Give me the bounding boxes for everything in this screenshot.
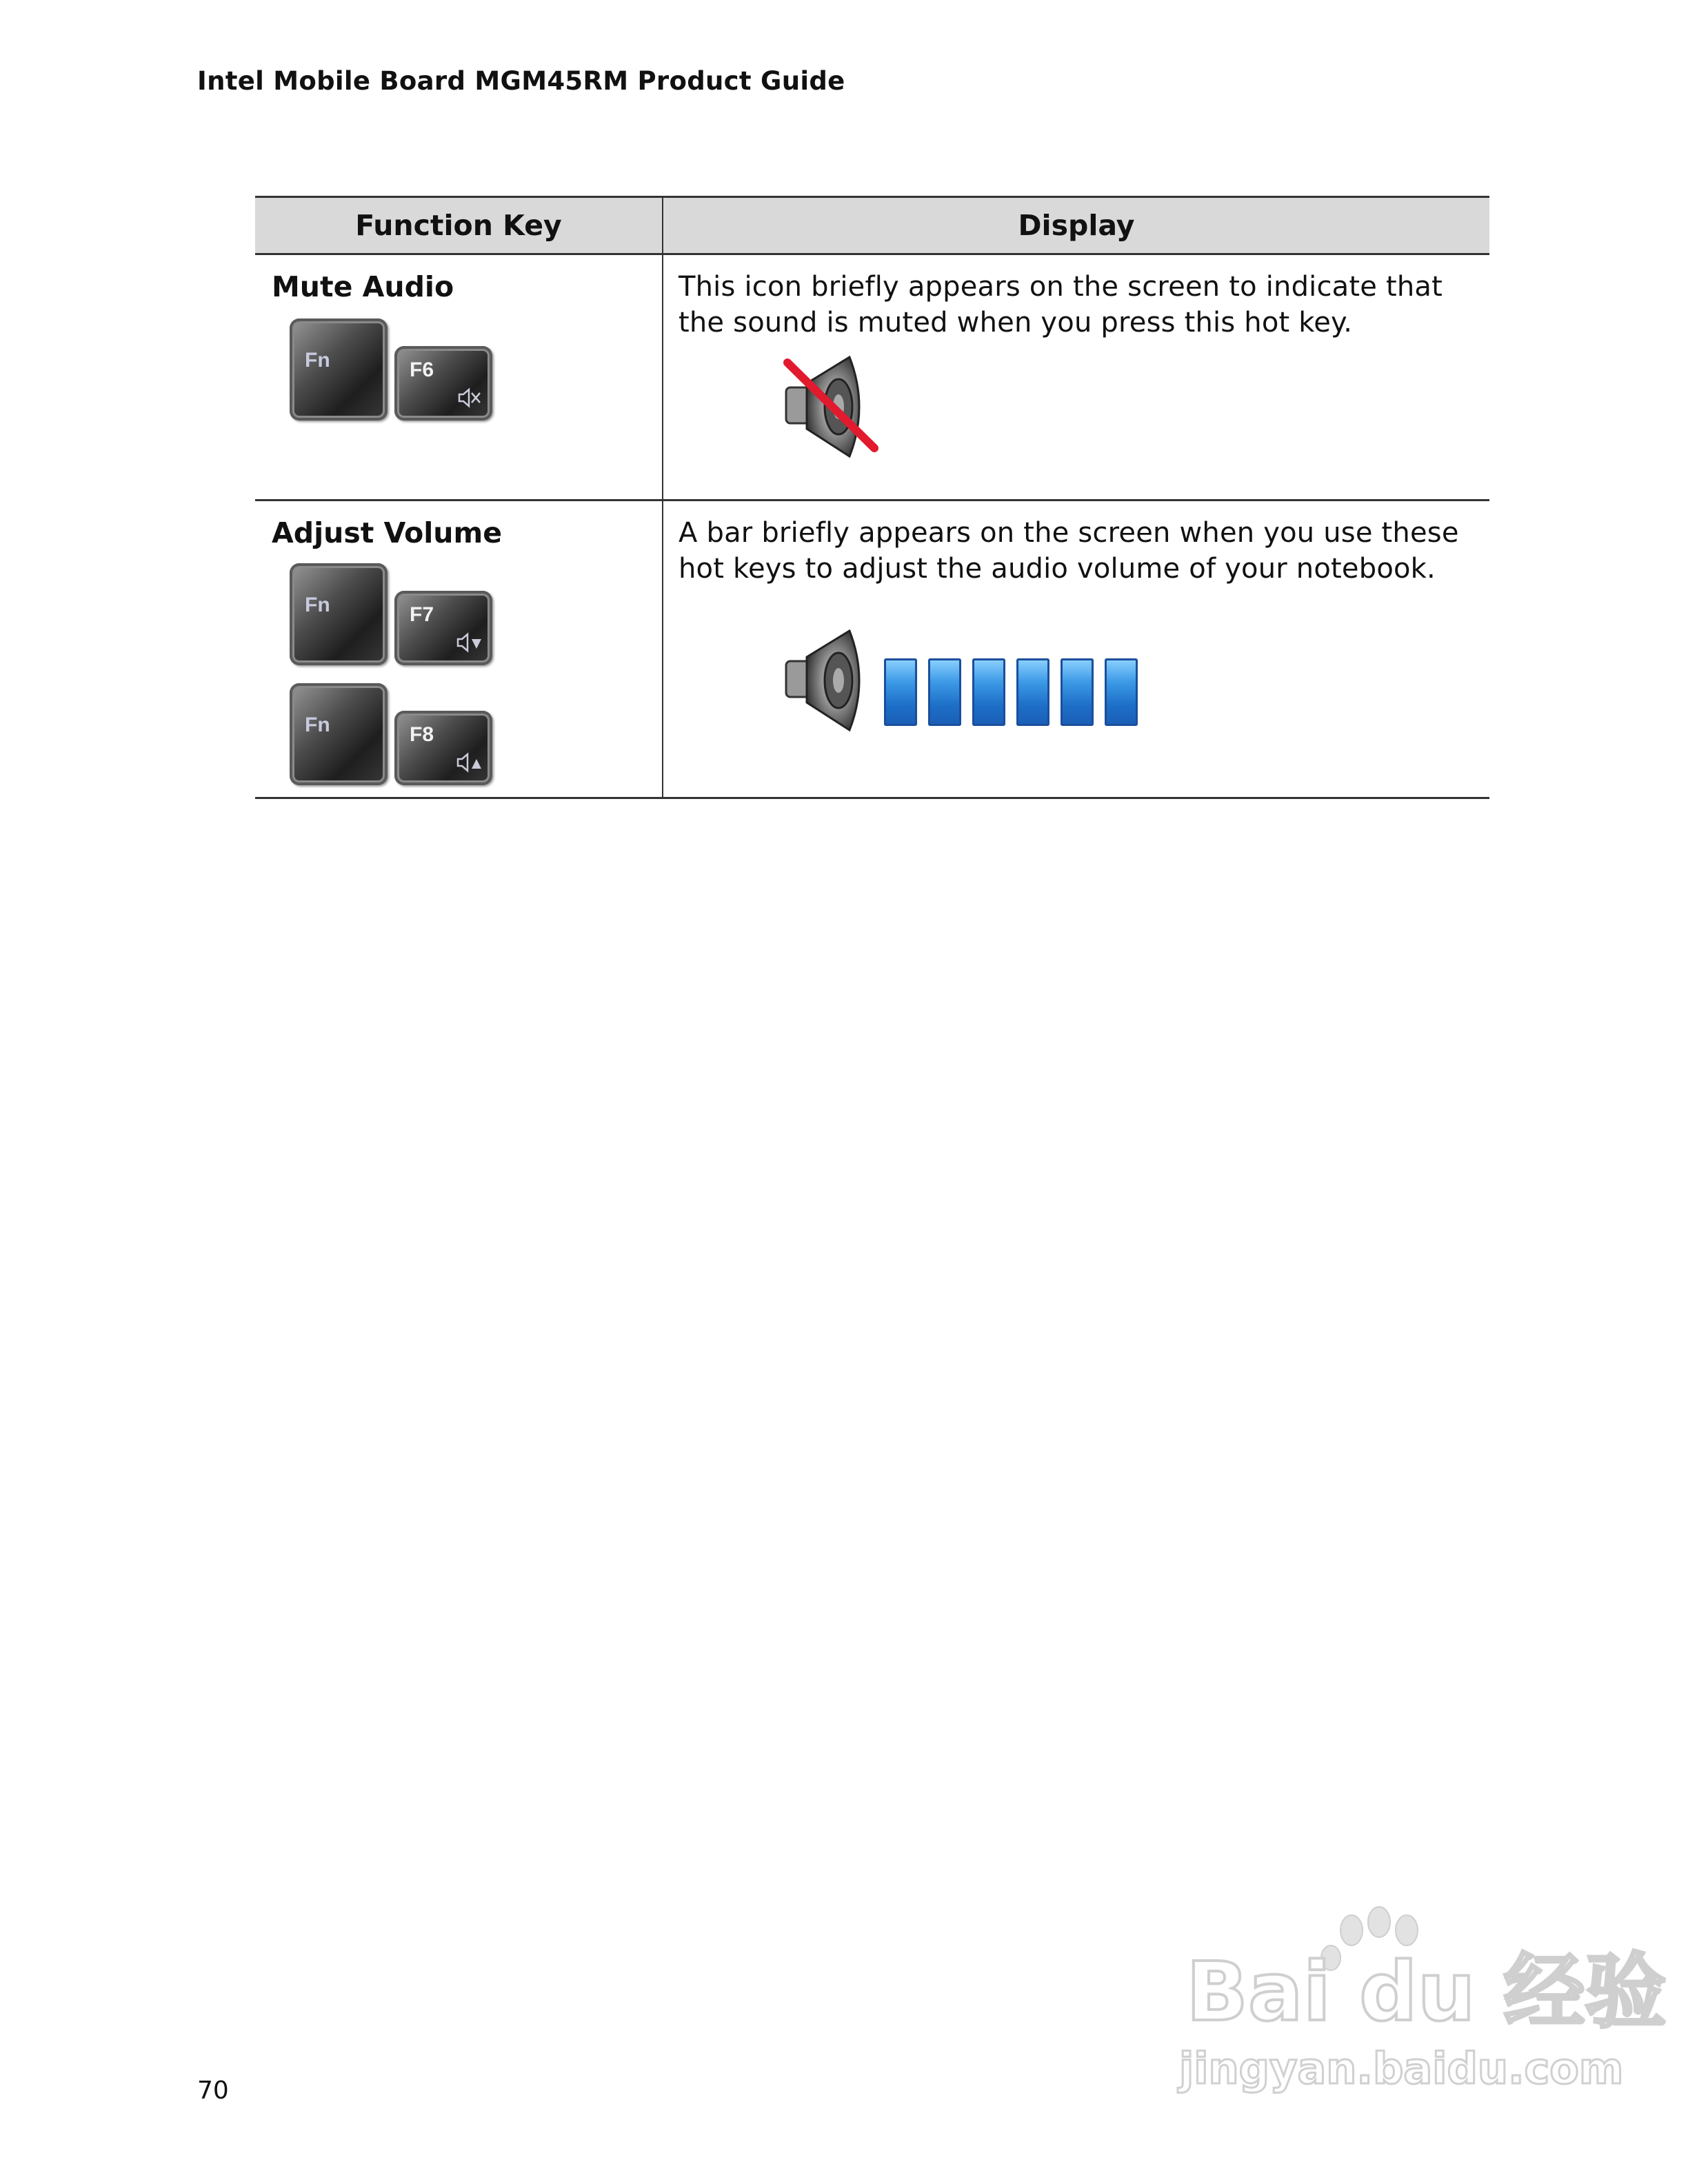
fn-key: Fn	[290, 318, 388, 421]
f6-key: F6	[394, 346, 492, 421]
row-label-mute-audio: Mute Audio	[272, 270, 454, 303]
volume-bar-segment	[1061, 658, 1094, 726]
display-cell	[663, 501, 1489, 798]
function-key-table	[255, 196, 1489, 799]
running-header: Intel Mobile Board MGM45RM Product Guide	[197, 66, 845, 96]
table-row	[255, 254, 1489, 501]
volume-bar-segment	[928, 658, 961, 726]
column-header-function-key: Function Key	[255, 197, 663, 254]
volume-up-icon	[456, 751, 484, 774]
baidu-jingyan-watermark	[1172, 1903, 1667, 2103]
page-number: 70	[197, 2076, 229, 2105]
row-label-adjust-volume: Adjust Volume	[272, 516, 503, 549]
volume-down-icon	[456, 631, 484, 654]
volume-bar-segment	[884, 658, 917, 726]
description-adjust-volume: A bar briefly appears on the screen when you use these hot keys to adjust the audio volume of your notebook.	[679, 517, 1459, 585]
fn-key: Fn	[290, 683, 388, 785]
table-header-row	[255, 197, 1489, 254]
description-mute-audio: This icon briefly appears on the screen to indicate that the sound is muted when you press this hot key.	[679, 271, 1443, 338]
volume-bar-segment	[1016, 658, 1049, 726]
table-row	[255, 501, 1489, 798]
key-combination-mute	[290, 318, 662, 421]
volume-bar-segment	[972, 658, 1005, 726]
speaker-volume-icon	[781, 625, 870, 736]
watermark-brand: Bai du 经验	[1186, 1944, 1667, 2039]
function-key-cell	[255, 254, 663, 501]
muted-speaker-icon	[781, 352, 884, 462]
fn-key: Fn	[290, 563, 388, 665]
key-combination-volume-down	[290, 563, 662, 665]
key-combination-volume-up	[290, 683, 662, 785]
speaker-muted-icon	[456, 386, 484, 410]
function-key-cell	[255, 501, 663, 798]
display-cell	[663, 254, 1489, 501]
f8-key: F8	[394, 711, 492, 785]
volume-bar-segment	[1105, 658, 1138, 726]
column-header-display: Display	[663, 197, 1489, 254]
f7-key: F7	[394, 591, 492, 665]
watermark-url: jingyan.baidu.com	[1179, 2043, 1624, 2094]
